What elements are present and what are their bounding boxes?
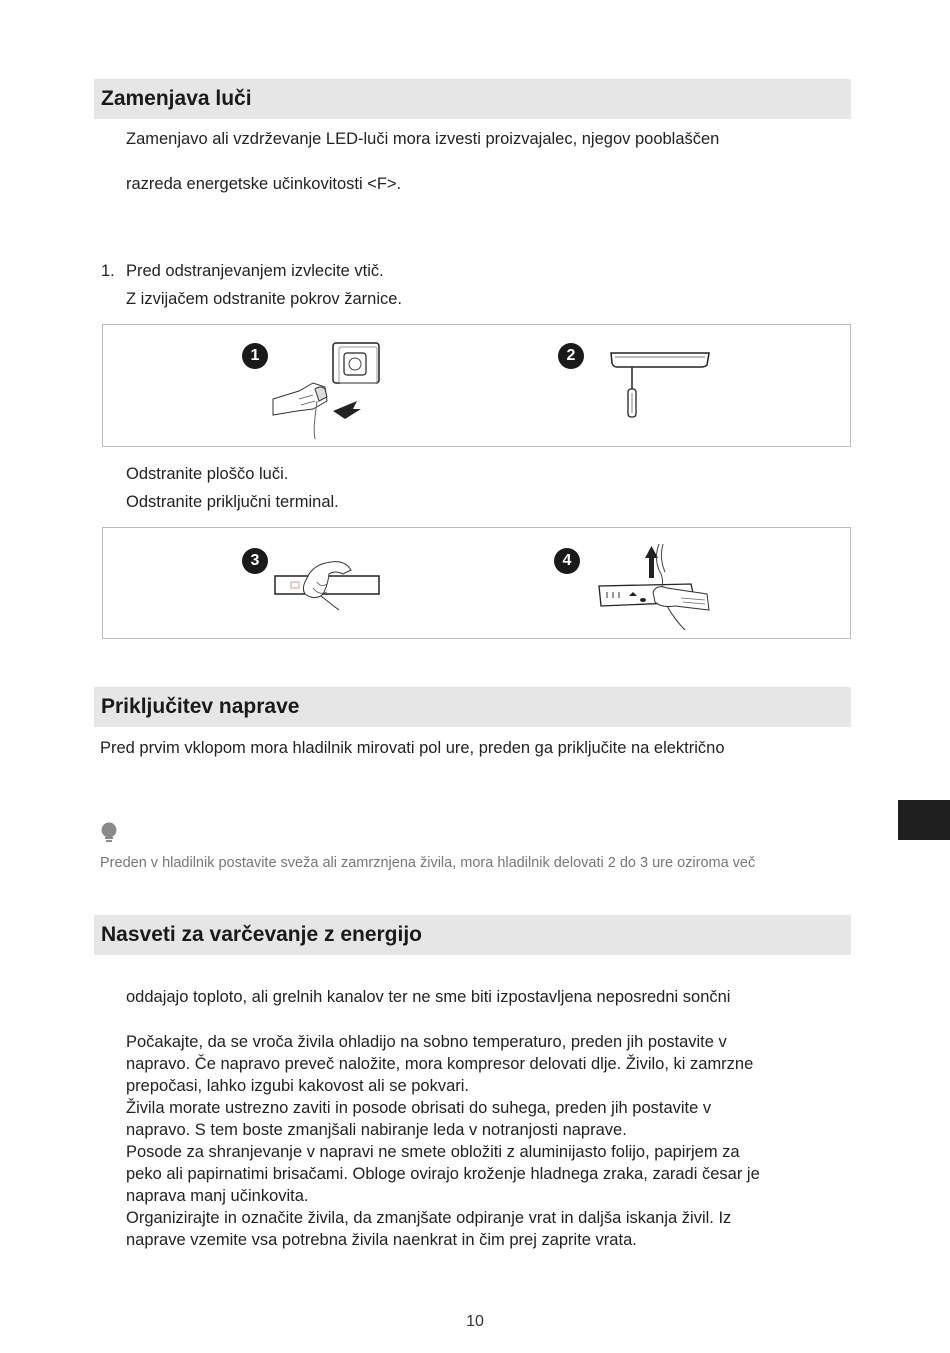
step-text: Pred odstranjevanjem izvlecite vtič. xyxy=(126,262,384,280)
figure-box-1 xyxy=(102,324,851,447)
section-title: Nasveti za varčevanje z energijo xyxy=(101,923,422,946)
figure-box-2 xyxy=(102,527,851,639)
paragraph: Zamenjavo ali vzdrževanje LED-luči mora izvesti proizvajalec, njegov pooblaščen xyxy=(126,130,720,148)
paragraph-line: Organizirajte in označite živila, da zmanjšate odpiranje vrat in daljša iskanja živil. Iz xyxy=(126,1209,732,1227)
paragraph-line: Živila morate ustrezno zaviti in posode obrisati do suhega, preden jih postavite v xyxy=(126,1099,712,1117)
section-title: Zamenjava luči xyxy=(101,87,252,110)
paragraph-line: oddajajo toploto, ali grelnih kanalov ter ne sme biti izpostavljena neposredni sončni xyxy=(126,988,731,1006)
paragraph-line: prepočasi, lahko izgubi kakovost ali se pokvari. xyxy=(126,1077,470,1095)
paragraph: razreda energetske učinkovitosti <F>. xyxy=(126,175,402,193)
remove-terminal-illustration xyxy=(595,544,713,632)
step-number: 1. xyxy=(101,262,115,280)
page-number: 10 xyxy=(466,1313,484,1330)
remove-light-panel-illustration xyxy=(273,560,383,612)
step-text: Z izvijačem odstranite pokrov žarnice. xyxy=(126,290,403,308)
step-badge-1: 1 xyxy=(242,343,268,369)
paragraph-line: peko ali papirnatimi brisačami. Obloge ovirajo kroženje hladnega zraka, zaradi česar je xyxy=(126,1165,760,1183)
step-badge-4: 4 xyxy=(554,548,580,574)
step-badge-3: 3 xyxy=(242,548,268,574)
section-title: Priključitev naprave xyxy=(101,695,300,718)
step-text: Odstranite ploščo luči. xyxy=(126,465,289,483)
paragraph-line: napravo. Če napravo preveč naložite, mora kompresor delovati dlje. Živilo, ki zamrzne xyxy=(126,1055,754,1073)
step-badge-2: 2 xyxy=(558,343,584,369)
paragraph-line: naprava manj učinkovita. xyxy=(126,1187,309,1205)
paragraph-line: Počakajte, da se vroča živila ohladijo na sobno temperaturo, preden jih postavite v xyxy=(126,1033,727,1051)
step-text: Odstranite priključni terminal. xyxy=(126,493,339,511)
lightbulb-icon xyxy=(100,822,118,844)
section-header-connecting-appliance xyxy=(94,687,851,727)
section-header-energy-saving xyxy=(94,915,851,955)
tip-text: Preden v hladilnik postavite sveža ali zamrznjena živila, mora hladilnik delovati 2 do 3 ure oziroma več xyxy=(100,855,756,871)
paragraph-line: naprave vzemite vsa potrebna živila naenkrat in čim prej zaprite vrata. xyxy=(126,1231,637,1249)
paragraph: Pred prvim vklopom mora hladilnik mirovati pol ure, preden ga priključite na električno xyxy=(100,739,725,757)
screwdriver-cover-illustration xyxy=(609,349,713,421)
chapter-side-tab xyxy=(898,800,950,840)
paragraph-line: napravo. S tem boste zmanjšali nabiranje leda v notranjosti naprave. xyxy=(126,1121,627,1139)
paragraph-line: Posode za shranjevanje v napravi ne smete obložiti z aluminijasto folijo, papirjem za xyxy=(126,1143,740,1161)
unplug-illustration xyxy=(269,339,389,439)
section-header-light-replacement xyxy=(94,79,851,119)
